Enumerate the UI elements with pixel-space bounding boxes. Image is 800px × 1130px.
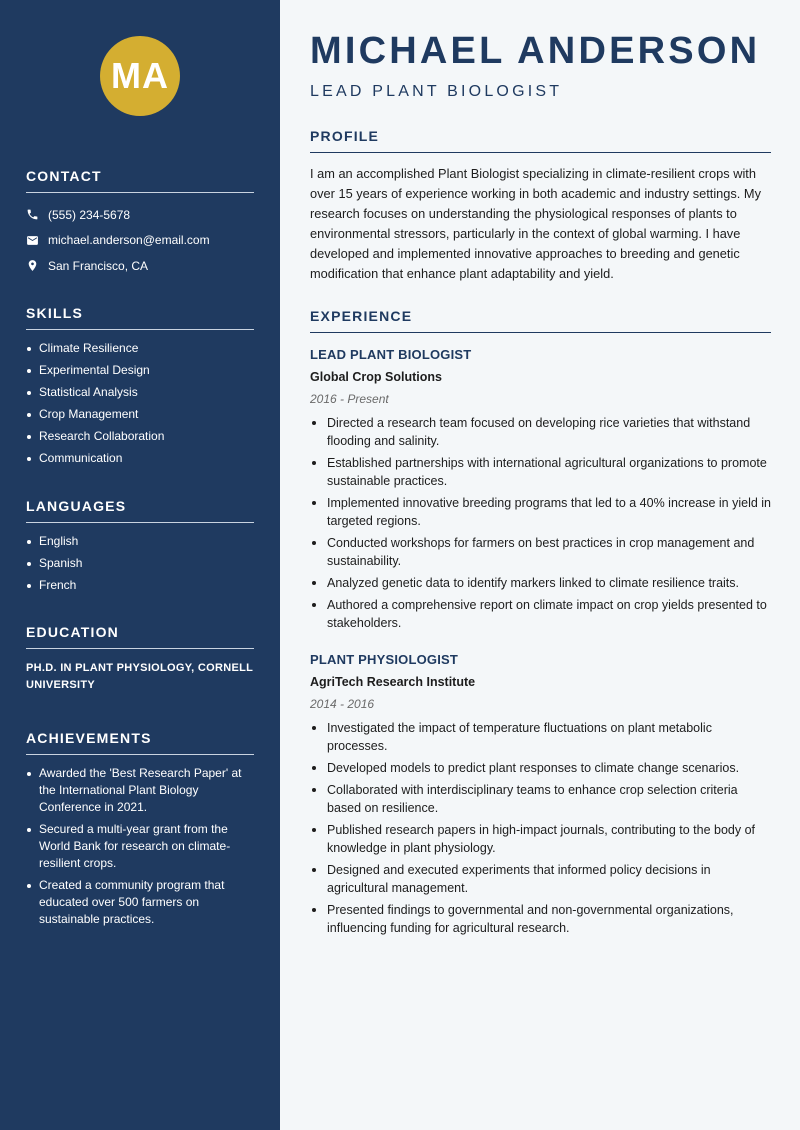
contact-location-text: San Francisco, CA — [48, 258, 149, 273]
job-entry — [310, 347, 771, 636]
contact-phone — [26, 206, 254, 223]
language-item: English — [26, 533, 254, 550]
candidate-role: LEAD PLANT BIOLOGIST — [310, 83, 563, 100]
sidebar — [0, 0, 280, 1130]
languages-list — [26, 533, 254, 594]
language-item: French — [26, 577, 254, 594]
contact-list — [26, 206, 254, 274]
candidate-name: MICHAEL ANDERSON — [310, 30, 761, 72]
avatar-initials: MA — [111, 55, 169, 96]
languages-heading: LANGUAGES — [26, 498, 254, 523]
job-bullet: Investigated the impact of temperature fluctuations on plant metabolic processes. — [310, 719, 771, 755]
job-bullet: Presented findings to governmental and non-governmental organizations, influencing funding for agricultural research. — [310, 901, 771, 937]
avatar — [100, 36, 180, 116]
job-bullet-list — [310, 719, 771, 937]
language-item: Spanish — [26, 555, 254, 572]
phone-icon — [26, 208, 39, 221]
achievements-section — [26, 730, 254, 933]
job-dates: 2014 - 2016 — [310, 697, 375, 711]
job-company: AgriTech Research Institute — [310, 675, 476, 689]
education-heading: EDUCATION — [26, 624, 254, 649]
skills-heading: SKILLS — [26, 305, 254, 330]
contact-email — [26, 232, 254, 249]
contact-location — [26, 257, 254, 274]
job-bullet: Collaborated with interdisciplinary teams to enhance crop selection criteria based on resilience. — [310, 781, 771, 817]
skill-item: Climate Resilience — [26, 340, 254, 357]
skill-item: Statistical Analysis — [26, 384, 254, 401]
languages-section — [26, 498, 254, 599]
achievements-list — [26, 765, 254, 928]
education-degree: PH.D. IN PLANT PHYSIOLOGY, CORNELL UNIVERSITY — [26, 662, 253, 691]
job-bullet: Established partnerships with international agricultural organizations to promote sustainable practices. — [310, 454, 771, 490]
profile-heading: PROFILE — [310, 128, 771, 153]
job-title: LEAD PLANT BIOLOGIST — [310, 347, 472, 362]
job-bullet: Designed and executed experiments that informed policy decisions in agricultural management. — [310, 861, 771, 897]
achievement-item: Created a community program that educated over 500 farmers on sustainable practices. — [26, 877, 254, 928]
experience-heading: EXPERIENCE — [310, 308, 771, 333]
skill-item: Experimental Design — [26, 362, 254, 379]
job-bullet: Implemented innovative breeding programs that led to a 40% increase in yield in targeted regions. — [310, 494, 771, 530]
job-company: Global Crop Solutions — [310, 370, 442, 384]
achievement-item: Secured a multi-year grant from the World Bank for research on climate-resilient crops. — [26, 821, 254, 872]
achievement-item: Awarded the 'Best Research Paper' at the International Plant Biology Conference in 2021. — [26, 765, 254, 816]
job-bullet: Analyzed genetic data to identify markers linked to climate resilience traits. — [310, 574, 771, 592]
location-pin-icon — [26, 259, 39, 272]
job-bullet: Authored a comprehensive report on climate impact on crop yields presented to stakeholders. — [310, 596, 771, 632]
job-bullet: Conducted workshops for farmers on best practices in crop management and sustainability. — [310, 534, 771, 570]
contact-heading: CONTACT — [26, 168, 254, 193]
job-dates: 2016 - Present — [310, 392, 389, 406]
skills-section — [26, 305, 254, 472]
achievements-heading: ACHIEVEMENTS — [26, 730, 254, 755]
job-bullet-list — [310, 414, 771, 632]
contact-phone-text: (555) 234-5678 — [48, 207, 131, 222]
experience-section — [310, 308, 771, 333]
education-section — [26, 624, 254, 694]
skill-item: Research Collaboration — [26, 428, 254, 445]
email-icon — [26, 234, 39, 247]
skill-item: Communication — [26, 450, 254, 467]
job-title: PLANT PHYSIOLOGIST — [310, 652, 459, 667]
profile-text: I am an accomplished Plant Biologist specializing in climate-resilient crops with over 15 years of experience working in both academic and industry settings. My research focuses on understanding the physiological responses of plants to environmental stressors, particularly in the context of global warming. I have developed and implemented innovative approaches to breeding and genetic modification that enhance plant adaptability and yield. — [310, 166, 761, 281]
job-entry — [310, 652, 771, 941]
profile-section — [310, 128, 771, 284]
contact-email-text: michael.anderson@email.com — [48, 233, 210, 247]
contact-section — [26, 168, 254, 283]
job-bullet: Published research papers in high-impact journals, contributing to the body of knowledge in plant physiology. — [310, 821, 771, 857]
job-bullet: Developed models to predict plant responses to climate change scenarios. — [310, 759, 771, 777]
job-bullet: Directed a research team focused on developing rice varieties that withstand flooding and salinity. — [310, 414, 771, 450]
skills-list — [26, 340, 254, 467]
skill-item: Crop Management — [26, 406, 254, 423]
